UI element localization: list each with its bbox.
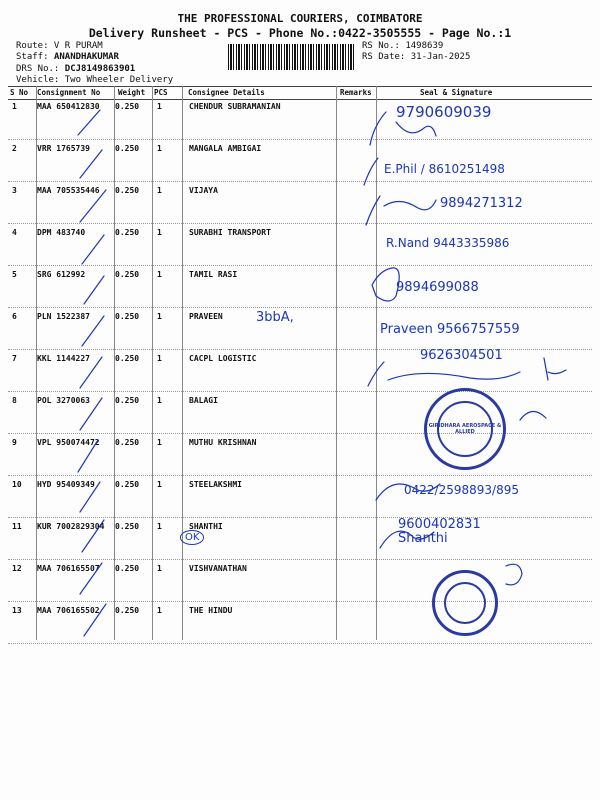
company-title: THE PROFESSIONAL COURIERS, COIMBATORE <box>177 12 423 25</box>
cell-consignee: VISHVANATHAN <box>189 564 247 573</box>
cell-pcs: 1 <box>157 270 162 279</box>
cell-pcs: 1 <box>157 228 162 237</box>
signature-stroke <box>368 362 520 386</box>
tick-mark <box>80 482 100 512</box>
cell-weight: 0.250 <box>115 354 140 363</box>
cell-consignment: MAA 705535446 <box>37 186 100 195</box>
cell-weight: 0.250 <box>115 228 140 237</box>
cell-weight: 0.250 <box>115 396 140 405</box>
tick-mark <box>80 357 102 388</box>
cell-consignee: CACPL LOGISTIC <box>189 354 257 363</box>
signature-stroke <box>396 122 436 136</box>
cell-sno: 10 <box>12 480 22 489</box>
cell-consignee: SURABHI TRANSPORT <box>189 228 271 237</box>
cell-pcs: 1 <box>157 522 162 531</box>
cell-weight: 0.250 <box>115 480 140 489</box>
signature-stroke <box>544 358 566 380</box>
staff-label: Staff: <box>16 52 54 62</box>
rs-date: RS Date: 31-Jan-2025 <box>362 52 471 62</box>
cell-pcs: 1 <box>157 186 162 195</box>
cell-sno: 1 <box>12 102 17 111</box>
cell-sno: 3 <box>12 186 17 195</box>
signature-stroke <box>372 268 399 301</box>
cell-weight: 0.250 <box>115 606 140 615</box>
tick-mark <box>82 520 104 552</box>
cell-weight: 0.250 <box>115 564 140 573</box>
cell-consignment: PLN 1522387 <box>37 312 90 321</box>
tick-mark <box>78 110 100 135</box>
seal-text: GIRIDHARA AEROSPACE & ALLIED <box>428 423 502 435</box>
cell-consignee: CHENDUR SUBRAMANIAN <box>189 102 281 111</box>
company-seal-2 <box>432 570 498 636</box>
signature-stroke <box>506 564 522 585</box>
cell-sno: 12 <box>12 564 22 573</box>
tick-mark <box>84 604 106 636</box>
cell-consignment: DPM 483740 <box>37 228 86 237</box>
signature-stroke <box>376 484 440 500</box>
handwritten-phone-2: E.Phil / 8610251498 <box>384 162 505 176</box>
cell-pcs: 1 <box>157 480 162 489</box>
tick-mark <box>82 316 104 346</box>
cell-weight: 0.250 <box>115 522 140 531</box>
route-label: Route: V R PURAM <box>16 41 103 51</box>
handwritten-phone-4: R.Nand 9443335986 <box>386 236 510 250</box>
signature-stroke <box>364 158 378 185</box>
cell-sno: 7 <box>12 354 17 363</box>
cell-sno: 11 <box>12 522 22 531</box>
drs-value: DCJ8149863901 <box>64 64 136 74</box>
cell-pcs: 1 <box>157 438 162 447</box>
cell-consignment: VPL 950074472 <box>37 438 100 447</box>
cell-consignee: MUTHU KRISHNAN <box>189 438 257 447</box>
cell-pcs: 1 <box>157 396 162 405</box>
cell-weight: 0.250 <box>115 102 140 111</box>
tick-mark <box>80 398 102 430</box>
cell-weight: 0.250 <box>115 270 140 279</box>
cell-sno: 4 <box>12 228 17 237</box>
handwritten-phone-7: 9626304501 <box>420 348 503 363</box>
cell-consignee: THE HINDU <box>189 606 233 615</box>
cell-sno: 5 <box>12 270 17 279</box>
cell-consignment: MAA 706165507 <box>37 564 100 573</box>
cell-sno: 8 <box>12 396 17 405</box>
handwritten-remark-6: 3bbA, <box>256 310 294 325</box>
col-weight: Weight <box>118 88 146 97</box>
col-sno: S No <box>10 88 29 97</box>
cell-pcs: 1 <box>157 312 162 321</box>
tick-mark <box>78 440 98 472</box>
staff-value: ANANDHAKUMAR <box>53 52 119 62</box>
cell-consignment: KKL 1144227 <box>37 354 90 363</box>
cell-weight: 0.250 <box>115 186 140 195</box>
cell-consignment: VRR 1765739 <box>37 144 90 153</box>
vehicle-label: Vehicle: Two Wheeler Delivery <box>16 75 174 85</box>
cell-sno: 9 <box>12 438 17 447</box>
cell-sno: 2 <box>12 144 17 153</box>
col-pcs: PCS <box>154 88 168 97</box>
drs-label: DRS No.: <box>16 64 65 74</box>
col-seal: Seal & Signature <box>420 88 493 97</box>
signature-stroke <box>520 411 546 420</box>
signature-stroke <box>370 112 386 145</box>
signature-stroke <box>380 531 434 548</box>
cell-consignment: HYD 95409349 <box>37 480 95 489</box>
cell-consignee: BALAGI <box>189 396 218 405</box>
col-remarks: Remarks <box>340 88 372 97</box>
cell-consignee: SHANTHI <box>189 522 223 531</box>
company-seal <box>424 388 506 470</box>
col-consignment: Consignment No <box>37 88 101 97</box>
handwritten-ok-remark: OK <box>180 530 204 545</box>
handwritten-phone-6: Praveen 9566757559 <box>380 322 520 337</box>
cell-sno: 13 <box>12 606 22 615</box>
cell-pcs: 1 <box>157 144 162 153</box>
cell-weight: 0.250 <box>115 312 140 321</box>
cell-weight: 0.250 <box>115 144 140 153</box>
cell-pcs: 1 <box>157 354 162 363</box>
cell-consignment: KUR 7002829304 <box>37 522 105 531</box>
cell-pcs: 1 <box>157 564 162 573</box>
cell-consignment: MAA 706165502 <box>37 606 100 615</box>
cell-consignment: POL 3270063 <box>37 396 90 405</box>
tick-mark <box>80 150 102 178</box>
cell-consignment: SRG 612992 <box>37 270 86 279</box>
cell-consignee: MANGALA AMBIGAI <box>189 144 262 153</box>
cell-consignee: PRAVEEN <box>189 312 223 321</box>
cell-pcs: 1 <box>157 606 162 615</box>
tick-mark <box>84 276 104 304</box>
handwritten-phone-10: 0422/2598893/895 <box>404 483 519 497</box>
cell-consignee: VIJAYA <box>189 186 218 195</box>
cell-sno: 6 <box>12 312 17 321</box>
handwritten-phone-1: 9790609039 <box>396 103 492 121</box>
tick-mark <box>82 235 104 264</box>
cell-consignment: MAA 650412830 <box>37 102 100 111</box>
handwritten-phone-3: 9894271312 <box>440 196 523 211</box>
handwritten-phone-5: 9894699088 <box>396 280 479 295</box>
cell-consignee: STEELAKSHMI <box>189 480 242 489</box>
handwritten-phone-11: 9600402831 Shanthi <box>398 517 481 546</box>
rs-number: RS No.: 1498639 <box>362 41 444 51</box>
tick-mark <box>80 190 106 222</box>
signature-stroke <box>384 200 436 210</box>
tick-mark <box>80 563 102 594</box>
signature-stroke <box>366 196 380 225</box>
cell-pcs: 1 <box>157 102 162 111</box>
col-details: Consignee Details <box>188 88 265 97</box>
runsheet-subtitle: Delivery Runsheet - PCS - Phone No.:0422-3505555 - Page No.:1 <box>88 26 512 40</box>
cell-consignee: TAMIL RASI <box>189 270 238 279</box>
cell-weight: 0.250 <box>115 438 140 447</box>
